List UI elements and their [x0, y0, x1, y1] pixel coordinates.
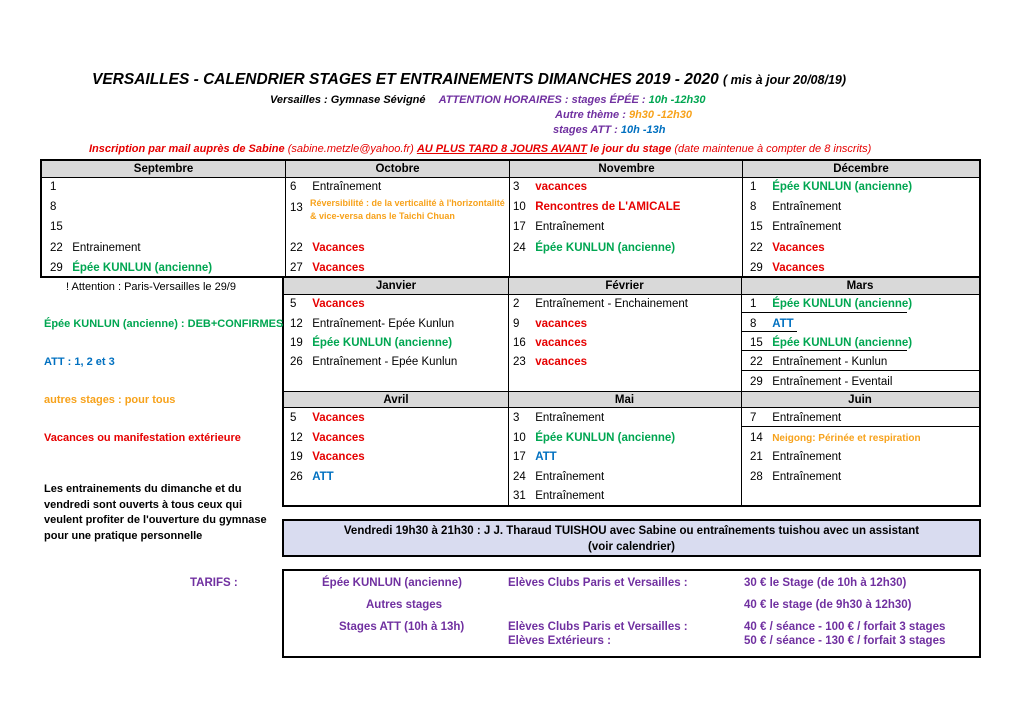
- list-item: 8 Entraînement: [750, 201, 842, 213]
- title-main: VERSAILLES - CALENDRIER STAGES ET ENTRAINEMENTS DIMANCHES 2019 - 2020: [92, 71, 719, 88]
- vendredi-line-1: Vendredi 19h30 à 21h30 : J J. Tharaud TUISHOU avec Sabine ou entraînements tuishou avec un assistant: [343, 525, 920, 537]
- att-hours: 10h -13h: [620, 124, 666, 136]
- list-item: 8: [50, 201, 57, 213]
- month-header-janvier: Janvier: [284, 278, 508, 295]
- list-item: 24 Épée KUNLUN (ancienne): [513, 242, 676, 254]
- list-item: 22 Entraînement - Kunlun: [750, 356, 888, 368]
- list-item: 22 Entrainement: [50, 242, 141, 254]
- att-label: stages ATT :: [553, 124, 618, 136]
- list-item: 19 Vacances: [290, 451, 365, 463]
- inscription-deadline: AU PLUS TARD 8 JOURS AVANT: [416, 143, 587, 155]
- update-date: ( mis à jour 20/08/19): [723, 73, 847, 87]
- page-title: [92, 71, 846, 89]
- tarif-price: 40 € / séance - 100 € / forfait 3 stages: [744, 621, 946, 633]
- list-item: 21 Entraînement: [750, 451, 842, 463]
- other-label: Autre thème :: [555, 109, 626, 121]
- list-item: 15 Épée KUNLUN (ancienne): [750, 337, 913, 349]
- list-item: 1: [50, 181, 57, 193]
- list-item: 27 Vacances: [290, 262, 365, 274]
- tarif-stage: Autres stages: [366, 599, 443, 611]
- venue: Versailles : Gymnase Sévigné: [270, 94, 426, 106]
- tarif-price: 50 € / séance - 130 € / forfait 3 stages: [744, 635, 946, 647]
- inscription-text-2: le jour du stage: [590, 143, 672, 155]
- list-item: 3 vacances: [513, 181, 587, 193]
- list-item: 14 Neigong: Périnée et respiration: [750, 432, 921, 444]
- list-item: 19 Épée KUNLUN (ancienne): [290, 337, 453, 349]
- list-item: 12 Entraînement- Epée Kunlun: [290, 318, 455, 330]
- vendredi-line-2: (voir calendrier): [588, 541, 675, 553]
- epee-hours: 10h -12h30: [648, 94, 706, 106]
- month-header-mai: Mai: [508, 391, 741, 408]
- list-item: 28 Entraînement: [750, 471, 842, 483]
- month-header-fevrier: Février: [508, 278, 741, 295]
- month-header-octobre: Octobre: [285, 161, 510, 178]
- legend-att: ATT : 1, 2 et 3: [44, 356, 115, 368]
- hours-label: ATTENTION HORAIRES : stages ÉPÉE :: [438, 94, 646, 106]
- legend-autres: autres stages : pour tous: [44, 394, 176, 406]
- tarifs-box: [282, 569, 981, 658]
- month-header-novembre: Novembre: [510, 161, 743, 178]
- list-item: 12 Vacances: [290, 432, 365, 444]
- list-item: 26 Entraînement - Epée Kunlun: [290, 356, 458, 368]
- tarif-price: 40 € le stage (de 9h30 à 12h30): [744, 599, 912, 611]
- other-hours: 9h30 -12h30: [628, 109, 692, 121]
- legend-ouverts: Les entrainements du dimanche et du vendredi sont ouverts à tous ceux qui veulent profiter de l'ouverture du gymnase pour une pratique personnelle: [44, 483, 267, 542]
- list-item: 24 Entraînement: [513, 471, 605, 483]
- list-item: 15 Entraînement: [750, 221, 842, 233]
- list-item: 6 Entraînement: [290, 181, 382, 193]
- list-item: 3 Entraînement: [513, 412, 605, 424]
- list-item: 31 Entraînement: [513, 490, 605, 502]
- venue-line: [270, 94, 706, 106]
- list-item: 5 Vacances: [290, 412, 365, 424]
- list-item: 5 Vacances: [290, 298, 365, 310]
- list-item-text: Réversibilité : de la verticalité à l'horizontalité & vice-versa dans le Taichi Chuan: [310, 198, 505, 221]
- legend-vacances: Vacances ou manifestation extérieure: [44, 432, 241, 444]
- list-item: 29 Vacances: [750, 262, 825, 274]
- list-item: 10 Rencontres de L'AMICALE: [513, 201, 681, 213]
- tarif-stage: Épée KUNLUN (ancienne): [322, 577, 462, 589]
- list-item: 1 Épée KUNLUN (ancienne): [750, 181, 913, 193]
- inscription-email[interactable]: (sabine.metzle@yahoo.fr): [287, 143, 414, 155]
- att-hours-line: [553, 124, 666, 136]
- list-item: 13: [290, 202, 303, 214]
- tarif-stage: Stages ATT (10h à 13h): [339, 621, 465, 633]
- list-item: 9 vacances: [513, 318, 587, 330]
- tarif-price: 30 € le Stage (de 10h à 12h30): [744, 577, 907, 589]
- list-item: 17 ATT: [513, 451, 557, 463]
- month-header-septembre: Septembre: [42, 161, 285, 178]
- tarif-who: Elèves Clubs Paris et Versailles :: [508, 577, 688, 589]
- list-item: 17 Entraînement: [513, 221, 605, 233]
- month-header-juin: Juin: [741, 391, 979, 408]
- list-item: 23 vacances: [513, 356, 587, 368]
- list-item: 2 Entraînement - Enchainement: [513, 298, 688, 310]
- list-item: 8 ATT: [750, 318, 794, 330]
- attention-note: ! Attention : Paris-Versailles le 29/9: [66, 281, 236, 293]
- list-item: 26 ATT: [290, 471, 334, 483]
- list-item: 1 Épée KUNLUN (ancienne): [750, 298, 913, 310]
- list-item: 29 Entraînement - Eventail: [750, 376, 893, 388]
- month-header-decembre: Décembre: [743, 161, 979, 178]
- list-item: 16 vacances: [513, 337, 587, 349]
- tarif-who: Elèves Clubs Paris et Versailles :: [508, 621, 688, 633]
- inscription-line: [89, 143, 871, 155]
- inscription-note: (date maintenue à compter de 8 inscrits): [674, 143, 872, 155]
- list-item: 22 Vacances: [750, 242, 825, 254]
- month-header-avril: Avril: [284, 391, 508, 408]
- list-item: 15: [50, 221, 63, 233]
- inscription-text: Inscription par mail auprès de Sabine: [89, 143, 285, 155]
- vendredi-box: [282, 519, 981, 557]
- list-item: 10 Épée KUNLUN (ancienne): [513, 432, 676, 444]
- month-header-mars: Mars: [741, 278, 979, 295]
- other-hours-line: [555, 109, 692, 121]
- legend-epee: Épée KUNLUN (ancienne) : DEB+CONFIRMES: [44, 318, 284, 330]
- list-item: 22 Vacances: [290, 242, 365, 254]
- tarifs-label: TARIFS :: [190, 577, 238, 589]
- tarif-who: Elèves Extérieurs :: [508, 635, 611, 647]
- list-item: 7 Entraînement: [750, 412, 842, 424]
- list-item: 29 Épée KUNLUN (ancienne): [50, 262, 213, 274]
